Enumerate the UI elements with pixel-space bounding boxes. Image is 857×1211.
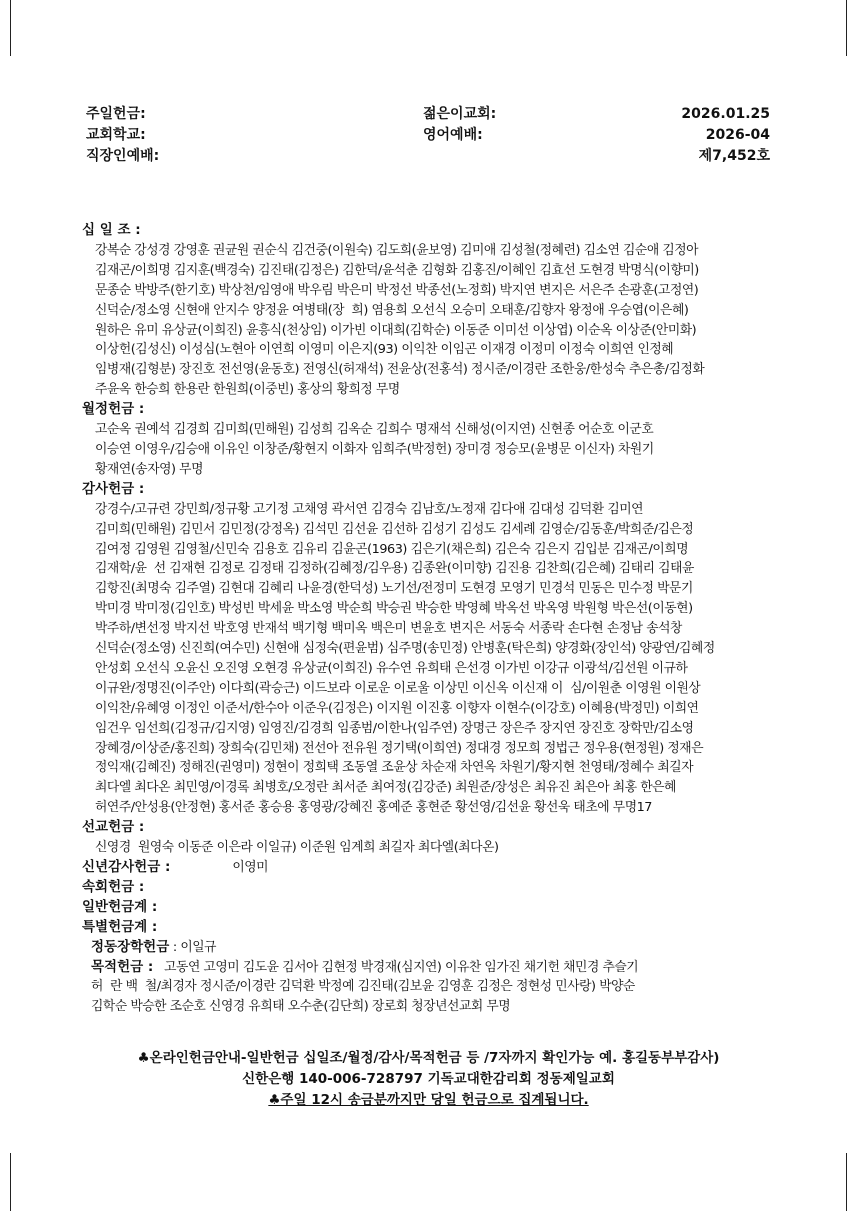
mission-heading: 선교헌금 : bbox=[82, 819, 145, 836]
crop-mark-top-left bbox=[0, 0, 11, 56]
thanks-line: 신덕순(정소영) 신진희(여수민) 신현애 심정숙(편윤범) 심주명(송민정) 안병훈(탁은희) 양경화(장인석) 양광연/김혜정 bbox=[95, 641, 715, 657]
deadline-notice: ♣주일 12시 송금분까지만 당일 헌금으로 집계됩니다. bbox=[268, 1092, 589, 1108]
general-total-heading: 일반헌금계 : bbox=[82, 898, 158, 915]
thanks-names bbox=[82, 500, 782, 819]
purpose-row bbox=[82, 958, 782, 978]
scholarship-row bbox=[82, 938, 782, 958]
thanks-line: 허연주/안성용(안정현) 홍서준 홍승용 홍영광/강혜진 홍예준 홍현준 황선영/김선윤 황선욱 태초에 무명17 bbox=[95, 800, 652, 816]
church-school-label: 교회학교: bbox=[86, 127, 146, 143]
sunday-offering-label: 주일헌금: bbox=[86, 106, 146, 122]
thanks-heading: 감사헌금 : bbox=[82, 480, 145, 497]
tithe-line: 주윤옥 한승희 한용란 한원희(이중빈) 홍상의 황희정 무명 bbox=[95, 382, 400, 398]
header-right-values bbox=[681, 104, 770, 167]
tithe-heading: 십 일 조 : bbox=[82, 222, 141, 238]
crop-mark-top-right bbox=[846, 0, 857, 56]
tithe-line: 임병재(김형분) 장진호 전선영(윤동호) 전영신(허재석) 전윤상(전홍석) 정시준/이경란 조한웅/한성숙 추은총/김정화 bbox=[95, 362, 705, 378]
purpose-line-1: 고동연 고영미 김도윤 김서아 김현정 박경재(심지연) 이유찬 임가진 채기헌 채민경 추슬기 bbox=[153, 959, 639, 975]
scholarship-value: : 이일규 bbox=[169, 939, 217, 955]
bulletin-date: 2026.01.25 bbox=[681, 106, 770, 122]
workers-service-label: 직장인예배: bbox=[86, 148, 160, 164]
bulletin-issue-number: 제7,452호 bbox=[698, 148, 770, 164]
header-middle-labels bbox=[423, 104, 496, 146]
special-total-heading: 특별헌금계 : bbox=[82, 918, 158, 935]
english-service-label: 영어예배: bbox=[423, 127, 483, 143]
mission-line: 신영경 원영숙 이동준 이은라 이일규) 이준원 임계희 최길자 최다엘(최다온) bbox=[95, 840, 499, 856]
thanks-line: 임건우 임선희(김정규/김지영) 임영진/김경희 임종범/이한나(임주연) 장명근 장은주 장지연 장진호 장학만/김소영 bbox=[95, 720, 694, 736]
purpose-line-3: 김학순 박승한 조순호 신영경 유희태 오수춘(김단희) 장로회 청장년선교회 무명 bbox=[91, 999, 511, 1015]
online-offering-notice bbox=[0, 1048, 857, 1111]
monthly-line: 이승연 이영우/김승애 이유인 이창준/황현지 이화자 임희주(박정헌) 장미경 정승모(윤병문 이신자) 차원기 bbox=[95, 441, 654, 457]
monthly-line: 황재연(송자영) 무명 bbox=[95, 461, 203, 477]
purpose-heading: 목적헌금 : bbox=[91, 958, 154, 975]
purpose-line-2: 허 란 백 철/최경자 정시준/이경란 김덕환 박정예 김진태(김보윤 김영훈 김정은 정현성 민사랑) 박양순 bbox=[91, 979, 635, 995]
thanks-line: 강경수/고규련 강민희/정규황 고기정 고채영 곽서연 김경숙 김남호/노정재 김다애 김대성 김덕환 김미연 bbox=[95, 501, 644, 517]
thanks-line: 박미경 박미정(김인호) 박성빈 박세윤 박소영 박순희 박승권 박승한 박영혜 박옥선 박옥영 박원형 박은선(이동현) bbox=[95, 601, 693, 617]
monthly-names bbox=[82, 420, 782, 480]
thanks-line: 김항진(최명숙 김주열) 김현대 김혜리 나윤경(한덕성) 노기선/전정미 도현경 모영기 민경석 민동은 민수정 박문기 bbox=[95, 581, 693, 597]
tithe-line: 신덕순/정소영 신현애 안지수 양정윤 여병태(장 희) 염용희 오선식 오승미 오태훈/김향자 왕정애 우승엽(이은혜) bbox=[95, 302, 689, 318]
bank-account-info: 신한은행 140-006-728797 기독교대한감리회 정동제일교회 bbox=[242, 1071, 615, 1087]
crop-mark-bottom-right bbox=[846, 1153, 857, 1211]
newyear-heading: 신년감사헌금 : bbox=[82, 859, 171, 875]
tithe-line: 이상헌(김성신) 이성심(노현아 이연희 이영미 이은지(93) 이익찬 이임곤 이재경 이정미 이정숙 이희연 인정혜 bbox=[95, 342, 674, 358]
newyear-row bbox=[82, 858, 782, 878]
monthly-heading: 월정헌금 : bbox=[82, 401, 145, 418]
tithe-line: 원하은 유미 유상균(이희진) 윤흥식(천상임) 이가빈 이대희(김학순) 이동준 이미선 이상엽) 이순옥 이상준(안미화) bbox=[95, 322, 697, 338]
crop-mark-bottom-left bbox=[0, 1153, 11, 1211]
header-left-labels bbox=[86, 104, 159, 167]
thanks-line: 김재학/윤 선 김재현 김정로 김정태 김정하(김혜정/김우용) 김종완(이미향) 김진용 김찬희(김은혜) 김태리 김태윤 bbox=[95, 561, 694, 577]
tithe-line: 문종순 박방주(한기호) 박상천/임영애 박우림 박은미 박정선 박종선(노정희) 박지연 변지은 서은주 손광훈(고정연) bbox=[95, 282, 699, 298]
thanks-line: 김미희(민해원) 김민서 김민정(강정옥) 김석민 김선윤 김선하 김성기 김성도 김세례 김영순/김동훈/박희준/김은정 bbox=[95, 521, 694, 537]
thanks-line: 이규완/정명진(이주안) 이다희(곽승근) 이드보라 이로운 이로울 이상민 이신옥 이신재 이 심/이원춘 이영원 이원상 bbox=[95, 680, 701, 696]
thanks-line: 이익찬/유혜영 이정인 이준서/한수아 이준우(김정은) 이지원 이진홍 이향자 이현수(이강호) 이혜용(박정민) 이희연 bbox=[95, 700, 699, 716]
mission-names bbox=[82, 838, 782, 858]
thanks-line: 정익재(김혜진) 정해진(권영미) 정현이 정희택 조동열 조윤상 차순재 차연옥 차원기/황지현 천영태/정혜수 최길자 bbox=[95, 760, 694, 776]
bulletin-week: 2026-04 bbox=[705, 127, 770, 143]
online-offering-guide: ♣온라인헌금안내-일반헌금 십일조/월정/감사/목적헌금 등 /7자까지 확인가능 예. 홍길동부부감사) bbox=[137, 1050, 720, 1066]
tithe-line: 강복순 강성경 강영훈 권균원 권순식 김건중(이원숙) 김도희(윤보영) 김미애 김성철(정혜련) 김소연 김순애 김정아 bbox=[95, 242, 699, 258]
newyear-name: 이영미 bbox=[232, 860, 269, 875]
young-adult-church-label: 젊은이교회: bbox=[423, 106, 497, 122]
thanks-line: 박주하/변선정 박지선 박호영 반재석 백기형 백미옥 백은미 변윤호 변지은 서동숙 서종락 손다현 손정남 송석창 bbox=[95, 621, 682, 637]
offering-list bbox=[82, 221, 782, 1017]
tithe-line: 김재곤/이희명 김지훈(백경숙) 김진태(김정은) 김한덕/윤석춘 김형화 김홍진/이혜인 김효선 도현경 박명식(이향미) bbox=[95, 262, 699, 278]
tithe-names bbox=[82, 241, 782, 400]
thanks-line: 안성회 오선식 오윤신 오진영 오현경 유상균(이희진) 유수연 유희태 은선경 이가빈 이강규 이광석/김선원 이규하 bbox=[95, 660, 688, 676]
thanks-line: 최다엘 최다온 최민영/이경록 최병호/오정란 최서준 최여정(김강준) 최원준/장성은 최유진 최은아 최홍 한은혜 bbox=[95, 780, 676, 796]
revival-offering-heading: 속회헌금 : bbox=[82, 878, 145, 895]
scholarship-heading: 정동장학헌금 bbox=[91, 938, 170, 955]
monthly-line: 고순옥 권예석 김경희 김미희(민해원) 김성희 김옥순 김희수 명재석 신해성(이지연) 신현종 어순호 이군호 bbox=[95, 422, 654, 438]
thanks-line: 장혜경/이상준/홍진희) 장희숙(김민채) 전선아 전유원 정기택(이희연) 정대경 정모희 정법근 정우용(현정원) 정재은 bbox=[95, 740, 704, 756]
thanks-line: 김여정 김영원 김영철/신민숙 김용호 김유리 김윤곤(1963) 김은기(채은희) 김은숙 김은지 김입분 김재곤/이희명 bbox=[95, 541, 689, 557]
